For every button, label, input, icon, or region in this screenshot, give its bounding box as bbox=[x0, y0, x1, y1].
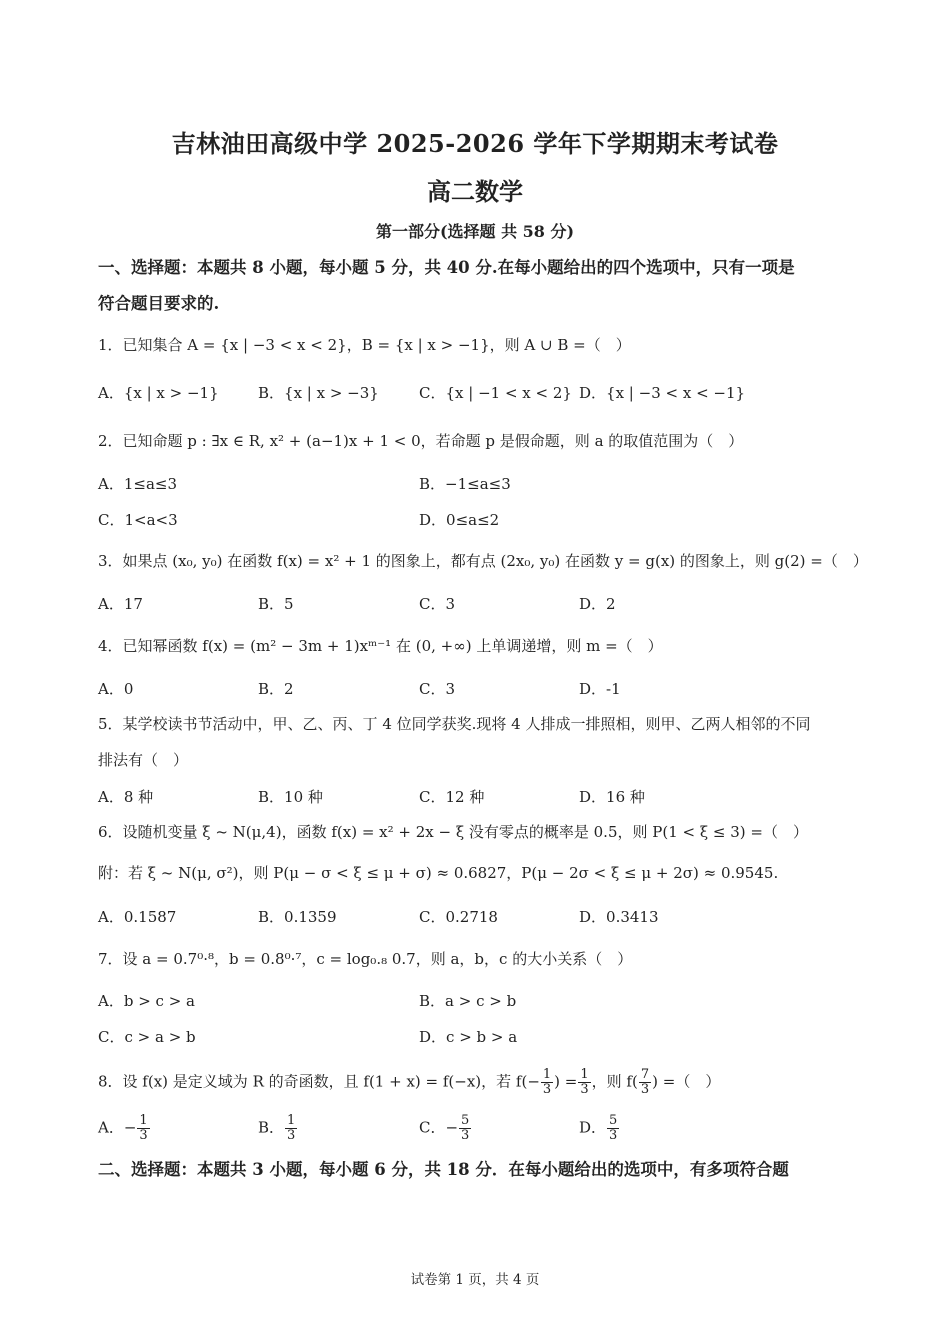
question-6-note: 附：若 ξ ~ N(μ, σ²)，则 P(μ − σ < ξ ≤ μ + σ) ≈ 0.6827，P(μ − 2σ < ξ ≤ μ + 2σ) ≈ 0.9545. bbox=[98, 864, 779, 882]
question-8-stem bbox=[98, 1068, 868, 1097]
q8-option-d: D． $\frac{5}{3}$ bbox=[579, 1113, 618, 1143]
part-title: 第一部分(选择题 共 58 分) bbox=[375, 222, 575, 241]
q3-option-c: C．3 bbox=[419, 595, 456, 613]
page-footer: 试卷第 1 页，共 4 页 bbox=[410, 1272, 540, 1288]
q1-option-b: B．{x | x > −3} bbox=[258, 384, 379, 402]
q3-option-d: D．2 bbox=[579, 595, 616, 613]
question-5-stem-cont: 排法有（ ） bbox=[98, 751, 189, 769]
q8-fraction-one-third: $\frac{1}{3}$ bbox=[542, 1067, 552, 1097]
q8-stem-part-d: ) =（ ） bbox=[652, 1072, 721, 1091]
section2-heading: 二、选择题：本题共 3 小题，每小题 6 分，共 18 分．在每小题给出的选项中，有多项符合题 bbox=[98, 1160, 789, 1179]
q7-option-c: C．c > a > b bbox=[98, 1028, 196, 1046]
q1-option-a: A．{x | x > −1} bbox=[98, 384, 219, 402]
q4-option-a: A．0 bbox=[98, 680, 134, 698]
q8-stem-part-b: ) = bbox=[554, 1072, 578, 1091]
q2-option-a: A．1≤a≤3 bbox=[98, 475, 177, 493]
question-1-stem: 1．已知集合 A = {x | −3 < x < 2}，B = {x | x > −1}，则 A ∪ B =（ ） bbox=[98, 336, 631, 354]
q4-option-b: B．2 bbox=[258, 680, 294, 698]
section1-heading-line2: 符合题目要求的. bbox=[98, 294, 220, 313]
q8-fraction-one-third-value: $\frac{1}{3}$ bbox=[580, 1067, 589, 1097]
q5-option-a: A．8 种 bbox=[98, 788, 154, 806]
q1-option-d: D．{x | −3 < x < −1} bbox=[579, 384, 746, 402]
q7-option-d: D．c > b > a bbox=[419, 1028, 518, 1046]
exam-title: 吉林油田高级中学 2025-2026 学年下学期期末考试卷 bbox=[171, 129, 779, 158]
subject-title: 高二数学 bbox=[427, 177, 523, 206]
q5-option-b: B．10 种 bbox=[258, 788, 323, 806]
q2-option-c: C．1<a<3 bbox=[98, 511, 178, 529]
q6-option-a: A．0.1587 bbox=[98, 908, 177, 926]
q8-stem-part-c: ，则 f( bbox=[591, 1072, 638, 1091]
question-3-stem: 3．如果点 (x₀, y₀) 在函数 f(x) = x² + 1 的图象上，都有点 (2x₀, y₀) 在函数 y = g(x) 的图象上，则 g(2) =（ ） bbox=[98, 552, 868, 570]
q8-option-c: C．− $\frac{5}{3}$ bbox=[419, 1113, 470, 1143]
q4-option-d: D．-1 bbox=[579, 680, 621, 698]
question-6-stem: 6．设随机变量 ξ ~ N(μ,4)，函数 f(x) = x² + 2x − ξ 没有零点的概率是 0.5，则 P(1 < ξ ≤ 3) =（ ） bbox=[98, 823, 808, 841]
q6-option-c: C．0.2718 bbox=[419, 908, 498, 926]
q8-stem-part-a: 8．设 f(x) 是定义域为 R 的奇函数，且 f(1 + x) = f(−x)，若 f(− bbox=[98, 1072, 540, 1091]
q6-option-d: D．0.3413 bbox=[579, 908, 659, 926]
q7-option-a: A．b > c > a bbox=[98, 992, 195, 1010]
q6-option-b: B．0.1359 bbox=[258, 908, 337, 926]
question-4-stem: 4．已知幂函数 f(x) = (m² − 3m + 1)xᵐ⁻¹ 在 (0, +∞) 上单调递增，则 m =（ ） bbox=[98, 637, 663, 655]
q1-option-c: C．{x | −1 < x < 2} bbox=[419, 384, 572, 402]
q8-option-a: A．− $\frac{1}{3}$ bbox=[98, 1113, 148, 1143]
q5-option-d: D．16 种 bbox=[579, 788, 645, 806]
section1-heading-line1: 一、选择题：本题共 8 小题，每小题 5 分，共 40 分.在每小题给出的四个选项中，只有一项是 bbox=[98, 258, 795, 277]
question-5-stem: 5．某学校读书节活动中，甲、乙、丙、丁 4 位同学获奖.现将 4 人排成一排照相，则甲、乙两人相邻的不同 bbox=[98, 715, 811, 733]
question-2-stem: 2．已知命题 p : ∃x ∈ R, x² + (a−1)x + 1 < 0，若命题 p 是假命题，则 a 的取值范围为（ ） bbox=[98, 432, 744, 450]
q5-option-c: C．12 种 bbox=[419, 788, 485, 806]
q2-option-b: B．−1≤a≤3 bbox=[419, 475, 511, 493]
q2-option-d: D．0≤a≤2 bbox=[419, 511, 500, 529]
q4-option-c: C．3 bbox=[419, 680, 456, 698]
q8-fraction-seven-thirds: $\frac{7}{3}$ bbox=[640, 1067, 650, 1097]
q3-option-a: A．17 bbox=[98, 595, 143, 613]
q8-option-b: B． $\frac{1}{3}$ bbox=[258, 1113, 296, 1143]
q7-option-b: B．a > c > b bbox=[419, 992, 517, 1010]
q3-option-b: B．5 bbox=[258, 595, 294, 613]
question-7-stem: 7．设 a = 0.7⁰·⁸，b = 0.8⁰·⁷，c = log₀.₈ 0.7，则 a，b，c 的大小关系（ ） bbox=[98, 950, 633, 968]
